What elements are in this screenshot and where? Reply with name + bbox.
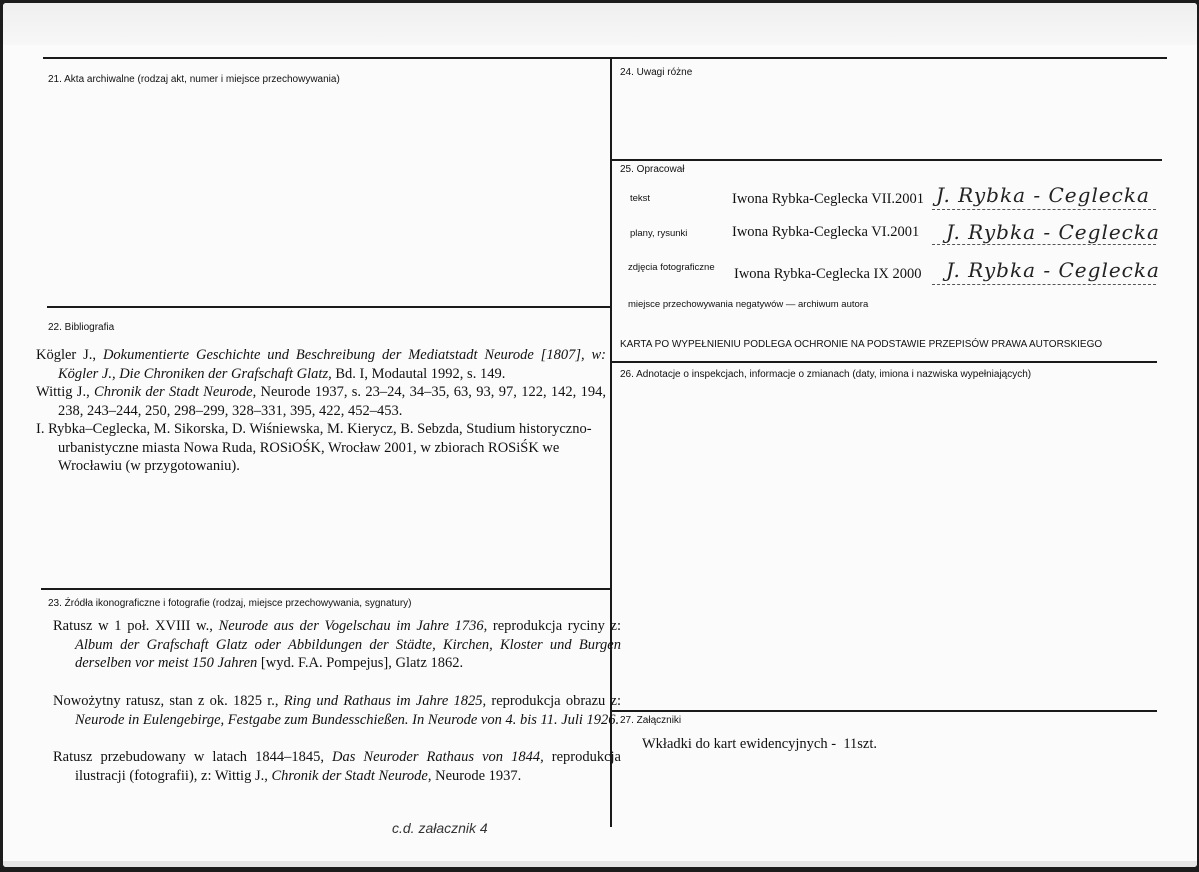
iconography-entry-1: Ratusz w 1 poł. XVIII w., Neurode aus der Vogelschau im Jahre 1736, reprodukcja ryciny z: Album der Grafschaft Glatz oder Abbildungen der Städte, Kirchen, Kloster und Burgen derselben vor meist 150 Jahren [wyd. F.A. Pompejus], Glatz 1862.	[53, 618, 621, 671]
negatives-storage: miejsce przechowywania negatywów — archiwum autora	[628, 299, 869, 310]
rule-26-27	[612, 710, 1157, 712]
section-24-title: 24. Uwagi różne	[620, 67, 693, 78]
rule-21-22	[47, 306, 610, 308]
section-26-title: 26. Adnotacje o inspekcjach, informacje o zmianach (daty, imiona i nazwiska wypełniających)	[620, 369, 1032, 380]
author-row-photos-label: zdjęcia fotograficzne	[628, 262, 715, 273]
signature-line-plans	[932, 244, 1156, 245]
signature-line-text	[932, 209, 1156, 210]
rule-24-25	[612, 159, 1162, 161]
section-23-title: 23. Źródła ikonograficzne i fotografie (rodzaj, miejsce przechowywania, sygnatury)	[48, 598, 412, 609]
rule-25-26	[612, 361, 1157, 363]
iconography-entry-2: Nowożytny ratusz, stan z ok. 1825 r., Ring und Rathaus im Jahre 1825, reprodukcja obrazu z: Neurode in Eulengebirge, Festgabe zum Bundesschießen. In Neurode von 4. bis 11. Juli 1926.	[53, 693, 621, 728]
author-row-photos-value: Iwona Rybka-Ceglecka IX 2000	[734, 266, 922, 282]
top-rule	[43, 57, 1167, 59]
signature-plans: J. Rybka - Ceglecka	[946, 220, 1160, 244]
attachments-value: Wkładki do kart ewidencyjnych - 11szt.	[642, 736, 878, 752]
bibliography-entry-3: I. Rybka–Ceglecka, M. Sikorska, D. Wiśniewska, M. Kierycz, B. Sebzda, Studium historyczno-urbanistyczne miasta Nowa Ruda, ROSiOŚK, Wrocław 2001, w zbiorach ROSiŚK we Wrocławiu (w przygotowaniu).	[36, 421, 592, 474]
continuation-note: c.d. załacznik 4	[392, 820, 488, 836]
signature-line-photos	[932, 284, 1156, 285]
scan-bottom-band	[3, 861, 1197, 867]
section-22-title: 22. Bibliografia	[48, 322, 115, 333]
author-row-plans-value: Iwona Rybka-Ceglecka VI.2001	[732, 224, 920, 240]
copyright-notice: KARTA PO WYPEŁNIENIU PODLEGA OCHRONIE NA PODSTAWIE PRZEPISÓW PRAWA AUTORSKIEGO	[620, 339, 1103, 350]
author-row-text-value: Iwona Rybka-Ceglecka VII.2001	[732, 191, 925, 207]
section-27-title: 27. Załączniki	[620, 715, 682, 726]
signature-photos: J. Rybka - Ceglecka	[946, 258, 1160, 282]
scan-top-band	[3, 3, 1197, 45]
section-25-title: 25. Opracował	[620, 164, 685, 175]
author-row-plans-label: plany, rysunki	[630, 228, 688, 239]
bibliography-entry-2: Wittig J., Chronik der Stadt Neurode, Neurode 1937, s. 23–24, 34–35, 63, 93, 97, 122, 142, 194, 238, 243–244, 250, 298–299, 328–331, 395, 422, 452–453.	[36, 384, 606, 419]
document-sheet	[3, 3, 1197, 867]
signature-text: J. Rybka - Ceglecka	[936, 183, 1150, 207]
bibliography-entry-1: Kögler J., Dokumentierte Geschichte und Beschreibung der Mediatstadt Neurode [1807], w: Kögler J., Die Chroniken der Grafschaft Glatz, Bd. I, Modautal 1992, s. 149.	[36, 347, 606, 382]
iconography-entry-3: Ratusz przebudowany w latach 1844–1845, Das Neuroder Rathaus von 1844, reprodukcja ilustracji (fotografii), z: Wittig J., Chronik der Stadt Neurode, Neurode 1937.	[53, 749, 621, 784]
author-row-text-label: tekst	[630, 193, 651, 204]
section-21-title: 21. Akta archiwalne (rodzaj akt, numer i miejsce przechowywania)	[48, 74, 340, 85]
rule-22-23	[41, 588, 610, 590]
